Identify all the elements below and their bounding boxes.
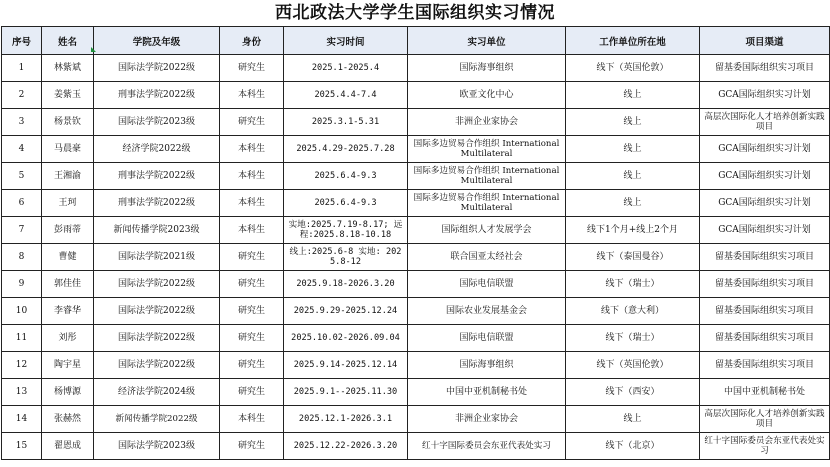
cell-name: 林紫斌 (42, 55, 94, 82)
table-row (2, 379, 830, 406)
cell-program: 留基委国际组织实习项目 (700, 244, 830, 271)
cell-name: 翟恩成 (42, 433, 94, 460)
cell-index: 8 (2, 244, 42, 271)
cell-index: 3 (2, 109, 42, 136)
cell-status: 本科生 (220, 217, 284, 244)
cell-status: 研究生 (220, 55, 284, 82)
table-row (2, 325, 830, 352)
cell-college: 刑事法学院2022级 (94, 163, 220, 190)
cell-status: 本科生 (220, 190, 284, 217)
cell-period: 2025.6.4-9.3 (284, 190, 408, 217)
header-row (2, 27, 830, 55)
cell-name: 杨景钦 (42, 109, 94, 136)
cell-organization: 国际海事组织 (408, 55, 566, 82)
cell-organization: 国际多边贸易合作组织 International Multilateral (408, 163, 566, 190)
cell-organization: 红十字国际委员会东亚代表处实习 (408, 433, 566, 460)
cell-location: 线下（英国伦敦） (566, 55, 700, 82)
cell-program: 留基委国际组织实习项目 (700, 298, 830, 325)
cell-organization: 非洲企业家协会 (408, 109, 566, 136)
cell-program: 留基委国际组织实习项目 (700, 271, 830, 298)
header-status: 身份 (220, 27, 284, 55)
cell-index: 12 (2, 352, 42, 379)
cell-location: 线下（瑞士） (566, 325, 700, 352)
cell-period: 2025.4.29-2025.7.28 (284, 136, 408, 163)
table-row (2, 244, 830, 271)
cell-organization: 国际组织人才发展学会 (408, 217, 566, 244)
cell-period: 2025.4.4-7.4 (284, 82, 408, 109)
table-row (2, 271, 830, 298)
cell-period: 2025.9.29-2025.12.24 (284, 298, 408, 325)
cell-period: 2025.12.22-2026.3.20 (284, 433, 408, 460)
cell-name: 刘彤 (42, 325, 94, 352)
cell-location: 线下（北京） (566, 433, 700, 460)
cell-location: 线下（西安） (566, 379, 700, 406)
table-row (2, 406, 830, 433)
cell-college: 国际法学院2022级 (94, 55, 220, 82)
cell-name: 杨博源 (42, 379, 94, 406)
cell-college: 刑事法学院2022级 (94, 190, 220, 217)
cell-location: 线上 (566, 82, 700, 109)
cell-index: 14 (2, 406, 42, 433)
cell-college: 经济法学院2024级 (94, 379, 220, 406)
cell-period: 2025.1-2025.4 (284, 55, 408, 82)
cell-index: 9 (2, 271, 42, 298)
cell-college: 国际法学院2022级 (94, 325, 220, 352)
cell-organization: 中国中亚机制秘书处 (408, 379, 566, 406)
cell-location: 线上 (566, 109, 700, 136)
cell-college: 国际法学院2021级 (94, 244, 220, 271)
header-index: 序号 (2, 27, 42, 55)
cell-location: 线下（瑞士） (566, 271, 700, 298)
cell-program: GCA国际组织实习计划 (700, 163, 830, 190)
cell-period: 实地:2025.7.19-8.17; 远程:2025.8.18-10.18 (284, 217, 408, 244)
cell-name: 彭雨蒂 (42, 217, 94, 244)
cell-location: 线上 (566, 136, 700, 163)
table-row (2, 190, 830, 217)
cell-organization: 国际电信联盟 (408, 271, 566, 298)
cell-name: 马晨豪 (42, 136, 94, 163)
table-row (2, 433, 830, 460)
header-organization: 实习单位 (408, 27, 566, 55)
cell-college: 刑事法学院2022级 (94, 82, 220, 109)
cell-organization: 欧亚文化中心 (408, 82, 566, 109)
cell-program: 留基委国际组织实习项目 (700, 55, 830, 82)
cell-college: 国际法学院2022级 (94, 271, 220, 298)
cell-program: 红十字国际委员会东亚代表处实习 (700, 433, 830, 460)
header-program: 项目渠道 (700, 27, 830, 55)
header-college: 学院及年级 (94, 27, 220, 55)
cell-status: 研究生 (220, 352, 284, 379)
header-name: 姓名 (42, 27, 94, 55)
cell-program: 高层次国际化人才培养创新实践项目 (700, 109, 830, 136)
cell-name: 李睿华 (42, 298, 94, 325)
cell-index: 6 (2, 190, 42, 217)
cell-name: 姜紫玉 (42, 82, 94, 109)
header-period: 实习时间 (284, 27, 408, 55)
cell-location: 线下（泰国曼谷） (566, 244, 700, 271)
cell-name: 郭佳佳 (42, 271, 94, 298)
cell-status: 本科生 (220, 136, 284, 163)
cell-status: 研究生 (220, 244, 284, 271)
cell-program: GCA国际组织实习计划 (700, 82, 830, 109)
cell-index: 13 (2, 379, 42, 406)
cell-location: 线上 (566, 163, 700, 190)
page-title: 西北政法大学学生国际组织实习情况 (275, 3, 555, 23)
table-row (2, 55, 830, 82)
cell-period: 2025.6.4-9.3 (284, 163, 408, 190)
cell-status: 研究生 (220, 109, 284, 136)
cell-status: 研究生 (220, 433, 284, 460)
table-row (2, 163, 830, 190)
cell-program: 留基委国际组织实习项目 (700, 352, 830, 379)
cell-college: 新闻传播学院2023级 (94, 217, 220, 244)
cell-organization: 联合国亚太经社会 (408, 244, 566, 271)
table-row (2, 217, 830, 244)
cell-index: 4 (2, 136, 42, 163)
cell-index: 11 (2, 325, 42, 352)
cell-name: 王珂 (42, 190, 94, 217)
cell-college: 国际法学院2022级 (94, 298, 220, 325)
cell-status: 研究生 (220, 379, 284, 406)
cell-location: 线下（英国伦敦） (566, 352, 700, 379)
cell-index: 5 (2, 163, 42, 190)
cell-location: 线上 (566, 190, 700, 217)
cell-period: 2025.12.1-2026.3.1 (284, 406, 408, 433)
cell-organization: 国际多边贸易合作组织 International Multilateral (408, 136, 566, 163)
cell-organization: 国际农业发展基金会 (408, 298, 566, 325)
cell-organization: 国际多边贸易合作组织 International Multilateral (408, 190, 566, 217)
cell-college: 国际法学院2023级 (94, 109, 220, 136)
cell-name: 张赫然 (42, 406, 94, 433)
cell-status: 本科生 (220, 163, 284, 190)
cell-index: 1 (2, 55, 42, 82)
cell-location: 线下（意大利） (566, 298, 700, 325)
cell-period: 2025.9.14-2025.12.14 (284, 352, 408, 379)
cell-location: 线下1个月+线上2个月 (566, 217, 700, 244)
cell-program: GCA国际组织实习计划 (700, 217, 830, 244)
cell-index: 7 (2, 217, 42, 244)
table-row (2, 298, 830, 325)
table-row (2, 352, 830, 379)
cell-name: 王湘渝 (42, 163, 94, 190)
cell-period: 2025.9.1--2025.11.30 (284, 379, 408, 406)
cell-index: 2 (2, 82, 42, 109)
cell-name: 陶宇星 (42, 352, 94, 379)
cell-program: GCA国际组织实习计划 (700, 136, 830, 163)
cell-name: 曹健 (42, 244, 94, 271)
table-row (2, 136, 830, 163)
cell-status: 研究生 (220, 298, 284, 325)
cell-program: 高层次国际化人才培养创新实践项目 (700, 406, 830, 433)
internship-table (1, 26, 830, 460)
cell-program: GCA国际组织实习计划 (700, 190, 830, 217)
cell-college: 国际法学院2023级 (94, 433, 220, 460)
cell-college: 新闻传播学院2022级 (94, 406, 220, 433)
cell-period: 2025.3.1-5.31 (284, 109, 408, 136)
cell-program: 留基委国际组织实习项目 (700, 325, 830, 352)
cell-organization: 非洲企业家协会 (408, 406, 566, 433)
cell-location: 线上 (566, 406, 700, 433)
cell-index: 10 (2, 298, 42, 325)
cell-period: 线上:2025.6-8 实地: 2025.8-12 (284, 244, 408, 271)
cell-period: 2025.9.18-2026.3.20 (284, 271, 408, 298)
header-location: 工作单位所在地 (566, 27, 700, 55)
cell-status: 本科生 (220, 82, 284, 109)
cell-period: 2025.10.02-2026.09.04 (284, 325, 408, 352)
cell-note-marker (91, 47, 96, 52)
table-row (2, 109, 830, 136)
cell-status: 本科生 (220, 406, 284, 433)
cell-index: 15 (2, 433, 42, 460)
cell-status: 研究生 (220, 325, 284, 352)
cell-organization: 国际海事组织 (408, 352, 566, 379)
cell-college: 国际法学院2022级 (94, 352, 220, 379)
cell-college: 经济学院2022级 (94, 136, 220, 163)
cell-program: 中国中亚机制秘书处 (700, 379, 830, 406)
table-row (2, 82, 830, 109)
cell-organization: 国际电信联盟 (408, 325, 566, 352)
cell-status: 研究生 (220, 271, 284, 298)
